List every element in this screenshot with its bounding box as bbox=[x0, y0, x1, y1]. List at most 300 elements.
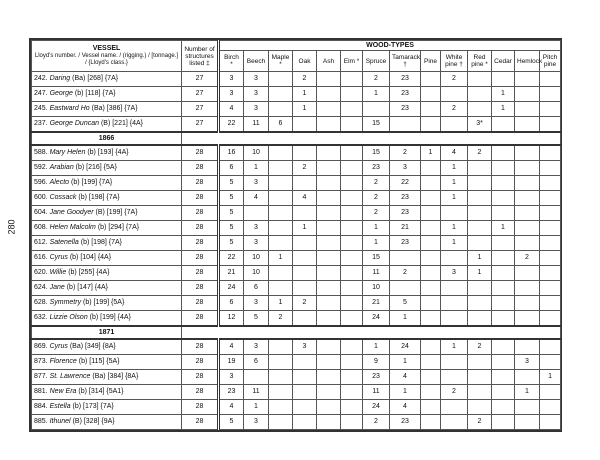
wood-count-cell bbox=[540, 87, 561, 102]
table-row bbox=[32, 296, 561, 311]
wood-count-cell: 4 bbox=[219, 339, 244, 355]
vessel-name: Jane Goodyer bbox=[49, 209, 94, 216]
wood-count-cell: 23 bbox=[390, 102, 421, 117]
lloyds-number: 612. bbox=[34, 239, 48, 246]
vessel-details: (B) [221] {4A} bbox=[100, 120, 143, 127]
vessel-name: Satenella bbox=[49, 239, 79, 246]
wood-count-cell bbox=[441, 415, 468, 430]
vessel-cell bbox=[32, 311, 182, 327]
vessel-name: Cyrus bbox=[49, 343, 68, 350]
wood-count-cell bbox=[341, 355, 363, 370]
vessel-name: Arabian bbox=[49, 164, 74, 171]
wood-count-cell bbox=[492, 266, 515, 281]
vessel-details: (B) [328] {9A} bbox=[72, 418, 115, 425]
wood-count-cell: 2 bbox=[293, 72, 317, 87]
table-row bbox=[32, 251, 561, 266]
wood-count-cell bbox=[269, 385, 293, 400]
wood-count-cell bbox=[421, 102, 441, 117]
wood-count-cell: 1 bbox=[468, 266, 492, 281]
wood-count-cell bbox=[492, 311, 515, 327]
table-row bbox=[32, 102, 561, 117]
wood-count-cell bbox=[421, 191, 441, 206]
wood-count-cell bbox=[515, 161, 540, 176]
vessel-details: (b) [193] {4A} bbox=[87, 149, 129, 156]
vessel-details: (b) [199] {4A} bbox=[89, 314, 131, 321]
vessel-cell bbox=[32, 102, 182, 117]
wood-count-cell bbox=[468, 370, 492, 385]
vessel-details: (b) [314] {5A1} bbox=[78, 388, 124, 395]
wood-count-cell bbox=[468, 161, 492, 176]
vessel-details: (Ba) [386] {7A} bbox=[91, 105, 138, 112]
wood-count-cell bbox=[515, 145, 540, 161]
wood-count-cell bbox=[468, 191, 492, 206]
wood-count-cell bbox=[293, 236, 317, 251]
wood-count-cell bbox=[341, 339, 363, 355]
wood-count-cell: 10 bbox=[363, 281, 390, 296]
wood-count-cell bbox=[269, 191, 293, 206]
wood-count-cell: 2 bbox=[390, 145, 421, 161]
table-row bbox=[32, 311, 561, 327]
wood-count-cell bbox=[317, 311, 341, 327]
wood-count-cell bbox=[515, 176, 540, 191]
wood-count-cell bbox=[269, 370, 293, 385]
wood-count-cell bbox=[515, 221, 540, 236]
wood-count-cell bbox=[269, 72, 293, 87]
wood-count-cell bbox=[341, 400, 363, 415]
vessel-name: St. Lawrence bbox=[49, 373, 91, 380]
table-row bbox=[32, 87, 561, 102]
wood-count-cell bbox=[468, 400, 492, 415]
vessel-name: New Era bbox=[49, 388, 77, 395]
wood-count-cell bbox=[293, 311, 317, 327]
wood-count-cell bbox=[269, 236, 293, 251]
wood-count-cell: 3 bbox=[219, 87, 244, 102]
wood-count-cell bbox=[421, 266, 441, 281]
vessel-details: (Ba) [384] {8A} bbox=[92, 373, 139, 380]
lloyds-number: 588. bbox=[34, 149, 48, 156]
wood-count-cell: 6 bbox=[219, 296, 244, 311]
wood-count-cell: 15 bbox=[363, 145, 390, 161]
wood-count-cell: 23 bbox=[390, 236, 421, 251]
wood-count-cell bbox=[293, 176, 317, 191]
wood-count-cell: 11 bbox=[363, 385, 390, 400]
wood-count-cell bbox=[317, 355, 341, 370]
wood-count-cell bbox=[441, 87, 468, 102]
wood-count-cell: 21 bbox=[219, 266, 244, 281]
vessel-cell bbox=[32, 281, 182, 296]
vessel-name: Alecto bbox=[49, 179, 70, 186]
wood-count-cell bbox=[244, 370, 269, 385]
vessel-cell bbox=[32, 251, 182, 266]
wood-count-cell: 23 bbox=[363, 161, 390, 176]
wood-count-cell: 5 bbox=[219, 191, 244, 206]
wood-count-cell bbox=[468, 87, 492, 102]
structures-cell: 28 bbox=[182, 355, 219, 370]
vessel-cell bbox=[32, 385, 182, 400]
wood-count-cell: 2 bbox=[515, 251, 540, 266]
year-row bbox=[32, 132, 561, 145]
wood-count-cell bbox=[468, 236, 492, 251]
structures-cell: 27 bbox=[182, 72, 219, 87]
wood-count-cell: 15 bbox=[363, 251, 390, 266]
wood-count-cell bbox=[441, 281, 468, 296]
wood-count-cell bbox=[421, 339, 441, 355]
vessel-cell bbox=[32, 266, 182, 281]
wood-count-cell: 1 bbox=[468, 251, 492, 266]
wood-count-cell bbox=[421, 161, 441, 176]
wood-count-cell: 1 bbox=[515, 385, 540, 400]
table-row bbox=[32, 117, 561, 133]
wood-count-cell bbox=[421, 415, 441, 430]
wood-count-cell bbox=[492, 339, 515, 355]
wood-count-cell bbox=[293, 370, 317, 385]
wood-count-cell: 1 bbox=[293, 102, 317, 117]
vessel-name: Ithunel bbox=[49, 418, 71, 425]
wood-count-cell: 10 bbox=[244, 251, 269, 266]
wood-count-cell bbox=[515, 339, 540, 355]
vessel-name: Cyrus bbox=[49, 254, 68, 261]
wood-count-cell bbox=[468, 221, 492, 236]
vessel-details: (b) [198] {7A} bbox=[80, 239, 122, 246]
wood-count-cell bbox=[540, 236, 561, 251]
wood-count-cell bbox=[317, 117, 341, 133]
wood-type-header: Cedar bbox=[492, 51, 515, 72]
vessel-name: Helen Malcolm bbox=[49, 224, 96, 231]
vessel-name: Daring bbox=[49, 75, 71, 82]
wood-count-cell: 1 bbox=[540, 370, 561, 385]
wood-count-cell: 6 bbox=[219, 161, 244, 176]
wood-count-cell bbox=[540, 339, 561, 355]
wood-count-cell bbox=[492, 236, 515, 251]
vessel-header-subtitle: Lloyd's number. / Vessel name. / (rigging.) / [tonnage.] / {Lloyd's class.} bbox=[34, 53, 179, 66]
wood-count-cell: 21 bbox=[363, 296, 390, 311]
wood-count-cell: 12 bbox=[219, 311, 244, 327]
table-row bbox=[32, 72, 561, 87]
lloyds-number: 884. bbox=[34, 403, 48, 410]
wood-count-cell: 1 bbox=[269, 296, 293, 311]
wood-count-cell bbox=[317, 266, 341, 281]
wood-count-cell bbox=[341, 251, 363, 266]
wood-count-cell: 4 bbox=[441, 145, 468, 161]
wood-count-cell bbox=[468, 102, 492, 117]
year-row bbox=[32, 326, 561, 339]
wood-count-cell: 2 bbox=[363, 176, 390, 191]
table-row bbox=[32, 400, 561, 415]
wood-count-cell bbox=[492, 161, 515, 176]
vessel-header-title: VESSEL bbox=[92, 45, 121, 52]
wood-count-cell: 1 bbox=[269, 251, 293, 266]
wood-type-header: White pine † bbox=[441, 51, 468, 72]
wood-count-cell: 3 bbox=[441, 266, 468, 281]
wood-count-cell bbox=[468, 311, 492, 327]
vessel-details: (Ba) [349] {8A} bbox=[69, 343, 116, 350]
wood-count-cell bbox=[269, 145, 293, 161]
vessel-cell bbox=[32, 72, 182, 87]
wood-count-cell: 1 bbox=[390, 355, 421, 370]
wood-count-cell: 4 bbox=[244, 191, 269, 206]
structures-cell: 28 bbox=[182, 281, 219, 296]
wood-count-cell bbox=[317, 176, 341, 191]
wood-count-cell: 11 bbox=[244, 117, 269, 133]
wood-count-cell bbox=[468, 385, 492, 400]
wood-count-cell bbox=[341, 296, 363, 311]
wood-count-cell bbox=[269, 400, 293, 415]
wood-count-cell: 1 bbox=[390, 311, 421, 327]
lloyds-number: 869. bbox=[34, 343, 48, 350]
wood-count-cell: 24 bbox=[219, 281, 244, 296]
structures-cell: 28 bbox=[182, 236, 219, 251]
wood-count-cell: 3 bbox=[293, 339, 317, 355]
vessel-header bbox=[32, 41, 182, 72]
vessel-cell bbox=[32, 415, 182, 430]
table-row bbox=[32, 145, 561, 161]
wood-count-cell bbox=[515, 400, 540, 415]
year-label: 1866 bbox=[32, 132, 182, 145]
lloyds-number: 608. bbox=[34, 224, 48, 231]
structures-header: Number of structures listed ‡ bbox=[182, 41, 219, 72]
lloyds-number: 620. bbox=[34, 269, 48, 276]
wood-count-cell bbox=[341, 281, 363, 296]
wood-count-cell bbox=[421, 87, 441, 102]
wood-count-cell bbox=[341, 206, 363, 221]
wood-count-cell bbox=[540, 281, 561, 296]
wood-count-cell: 23 bbox=[363, 370, 390, 385]
wood-count-cell bbox=[492, 191, 515, 206]
wood-count-cell bbox=[317, 339, 341, 355]
vessel-name: Lizzie Olson bbox=[49, 314, 88, 321]
year-label: 1871 bbox=[32, 326, 182, 339]
wood-count-cell bbox=[515, 206, 540, 221]
table-row bbox=[32, 176, 561, 191]
wood-count-cell bbox=[269, 221, 293, 236]
wood-count-cell bbox=[540, 385, 561, 400]
wood-type-header: Tamarack † bbox=[390, 51, 421, 72]
table-row bbox=[32, 339, 561, 355]
wood-type-header: Maple * bbox=[269, 51, 293, 72]
wood-count-cell bbox=[341, 161, 363, 176]
wood-count-cell: 5 bbox=[219, 176, 244, 191]
wood-count-cell: 2 bbox=[363, 206, 390, 221]
wood-count-cell bbox=[317, 370, 341, 385]
year-row-spacer bbox=[182, 132, 561, 145]
wood-count-cell bbox=[540, 72, 561, 87]
wood-count-cell bbox=[341, 385, 363, 400]
wood-type-header: Beech bbox=[244, 51, 269, 72]
vessel-name: Mary Helen bbox=[49, 149, 86, 156]
wood-count-cell bbox=[515, 370, 540, 385]
structures-cell: 28 bbox=[182, 206, 219, 221]
wood-count-cell: 3 bbox=[244, 236, 269, 251]
wood-count-cell bbox=[269, 281, 293, 296]
wood-count-cell: 4 bbox=[219, 400, 244, 415]
wood-count-cell: 2 bbox=[441, 102, 468, 117]
wood-count-cell bbox=[468, 72, 492, 87]
wood-count-cell: 2 bbox=[293, 161, 317, 176]
wood-count-cell bbox=[293, 145, 317, 161]
wood-count-cell bbox=[363, 102, 390, 117]
wood-count-cell bbox=[317, 145, 341, 161]
wood-count-cell bbox=[492, 72, 515, 87]
lloyds-number: 885. bbox=[34, 418, 48, 425]
wood-count-cell: 1 bbox=[441, 339, 468, 355]
wood-type-header: Spruce bbox=[363, 51, 390, 72]
wood-count-cell bbox=[269, 266, 293, 281]
wood-count-cell bbox=[269, 206, 293, 221]
wood-count-cell: 1 bbox=[441, 236, 468, 251]
wood-count-cell bbox=[540, 311, 561, 327]
lloyds-number: 628. bbox=[34, 299, 48, 306]
vessel-cell bbox=[32, 370, 182, 385]
wood-count-cell bbox=[341, 117, 363, 133]
vessel-cell bbox=[32, 176, 182, 191]
wood-count-cell: 2 bbox=[468, 339, 492, 355]
year-row-spacer bbox=[182, 326, 561, 339]
wood-count-cell bbox=[492, 400, 515, 415]
wood-count-cell: 1 bbox=[492, 221, 515, 236]
table-row bbox=[32, 161, 561, 176]
lloyds-number: 247. bbox=[34, 90, 48, 97]
wood-count-cell bbox=[492, 206, 515, 221]
wood-count-cell bbox=[269, 161, 293, 176]
lloyds-number: 237. bbox=[34, 120, 48, 127]
wood-count-cell bbox=[317, 206, 341, 221]
wood-count-cell bbox=[269, 355, 293, 370]
wood-types-table bbox=[31, 40, 561, 430]
structures-cell: 27 bbox=[182, 117, 219, 133]
wood-count-cell bbox=[317, 72, 341, 87]
structures-cell: 28 bbox=[182, 311, 219, 327]
wood-count-cell bbox=[492, 370, 515, 385]
wood-count-cell bbox=[515, 72, 540, 87]
wood-count-cell bbox=[293, 266, 317, 281]
vessel-details: (b) [294] {7A} bbox=[97, 224, 140, 231]
wood-count-cell bbox=[317, 161, 341, 176]
wood-count-cell bbox=[269, 176, 293, 191]
wood-count-cell: 4 bbox=[390, 370, 421, 385]
wood-count-cell bbox=[492, 415, 515, 430]
wood-count-cell bbox=[540, 221, 561, 236]
wood-count-cell: 23 bbox=[390, 72, 421, 87]
wood-count-cell: 3 bbox=[390, 161, 421, 176]
wood-count-cell bbox=[244, 206, 269, 221]
wood-count-cell bbox=[293, 400, 317, 415]
wood-count-cell bbox=[317, 191, 341, 206]
wood-count-cell bbox=[317, 385, 341, 400]
wood-count-cell bbox=[515, 415, 540, 430]
wood-types-header: WOOD-TYPES bbox=[219, 41, 561, 51]
vessel-details: (b) [199] {7A} bbox=[71, 179, 113, 186]
table-row bbox=[32, 191, 561, 206]
wood-count-cell: 10 bbox=[244, 145, 269, 161]
wood-count-cell bbox=[540, 296, 561, 311]
wood-count-cell bbox=[441, 400, 468, 415]
structures-cell: 28 bbox=[182, 266, 219, 281]
wood-count-cell bbox=[421, 370, 441, 385]
wood-count-cell bbox=[515, 191, 540, 206]
lloyds-number: 600. bbox=[34, 194, 48, 201]
wood-count-cell bbox=[293, 415, 317, 430]
wood-count-cell bbox=[341, 266, 363, 281]
wood-count-cell bbox=[421, 400, 441, 415]
lloyds-number: 624. bbox=[34, 284, 48, 291]
wood-count-cell: 24 bbox=[363, 400, 390, 415]
vessel-name: Symmetry bbox=[49, 299, 82, 306]
vessel-details: (b) [115] {5A} bbox=[78, 358, 120, 365]
wood-count-cell: 6 bbox=[269, 117, 293, 133]
wood-count-cell bbox=[341, 72, 363, 87]
wood-count-cell bbox=[515, 296, 540, 311]
wood-count-cell: 11 bbox=[363, 266, 390, 281]
wood-count-cell bbox=[421, 251, 441, 266]
wood-count-cell: 19 bbox=[219, 355, 244, 370]
wood-count-cell bbox=[421, 385, 441, 400]
wood-count-cell: 5 bbox=[219, 236, 244, 251]
wood-count-cell: 1 bbox=[492, 102, 515, 117]
lloyds-number: 596. bbox=[34, 179, 48, 186]
wood-count-cell bbox=[421, 355, 441, 370]
wood-count-cell: 2 bbox=[390, 266, 421, 281]
wood-count-cell bbox=[293, 281, 317, 296]
wood-count-cell bbox=[341, 102, 363, 117]
wood-count-cell: 4 bbox=[219, 102, 244, 117]
structures-cell: 28 bbox=[182, 296, 219, 311]
structures-cell: 28 bbox=[182, 176, 219, 191]
wood-count-cell: 4 bbox=[390, 400, 421, 415]
wood-count-cell: 1 bbox=[441, 191, 468, 206]
wood-count-cell bbox=[468, 206, 492, 221]
wood-count-cell: 3 bbox=[219, 72, 244, 87]
wood-count-cell: 2 bbox=[269, 311, 293, 327]
wood-count-cell bbox=[269, 87, 293, 102]
wood-count-cell: 2 bbox=[293, 296, 317, 311]
wood-count-cell: 1 bbox=[363, 339, 390, 355]
structures-cell: 27 bbox=[182, 87, 219, 102]
wood-count-cell: 3 bbox=[244, 87, 269, 102]
vessel-details: (b) [216] {5A} bbox=[75, 164, 117, 171]
wood-count-cell: 1 bbox=[363, 221, 390, 236]
table-row bbox=[32, 206, 561, 221]
vessel-details: (B) [199] {7A} bbox=[95, 209, 138, 216]
structures-cell: 27 bbox=[182, 102, 219, 117]
wood-count-cell bbox=[441, 370, 468, 385]
vessel-details: (b) [147] {4A} bbox=[66, 284, 108, 291]
table-row bbox=[32, 221, 561, 236]
wood-count-cell bbox=[341, 415, 363, 430]
wood-count-cell bbox=[492, 251, 515, 266]
wood-count-cell: 5 bbox=[219, 206, 244, 221]
vessel-name: George Duncan bbox=[49, 120, 99, 127]
wood-count-cell bbox=[515, 266, 540, 281]
vessel-cell bbox=[32, 117, 182, 133]
wood-count-cell bbox=[341, 87, 363, 102]
table-row bbox=[32, 385, 561, 400]
wood-count-cell: 2 bbox=[363, 72, 390, 87]
wood-count-cell bbox=[421, 221, 441, 236]
lloyds-number: 592. bbox=[34, 164, 48, 171]
wood-count-cell: 1 bbox=[363, 87, 390, 102]
wood-count-cell: 15 bbox=[363, 117, 390, 133]
vessel-details: (b) [104] {4A} bbox=[69, 254, 112, 261]
wood-count-cell bbox=[269, 415, 293, 430]
vessel-details: (b) [199] {5A} bbox=[83, 299, 125, 306]
vessel-name: Estella bbox=[49, 403, 71, 410]
wood-type-header: Pitch pine bbox=[540, 51, 561, 72]
wood-count-cell bbox=[492, 145, 515, 161]
wood-count-cell: 5 bbox=[219, 221, 244, 236]
wood-count-cell bbox=[515, 102, 540, 117]
wood-count-cell bbox=[441, 311, 468, 327]
structures-cell: 28 bbox=[182, 251, 219, 266]
